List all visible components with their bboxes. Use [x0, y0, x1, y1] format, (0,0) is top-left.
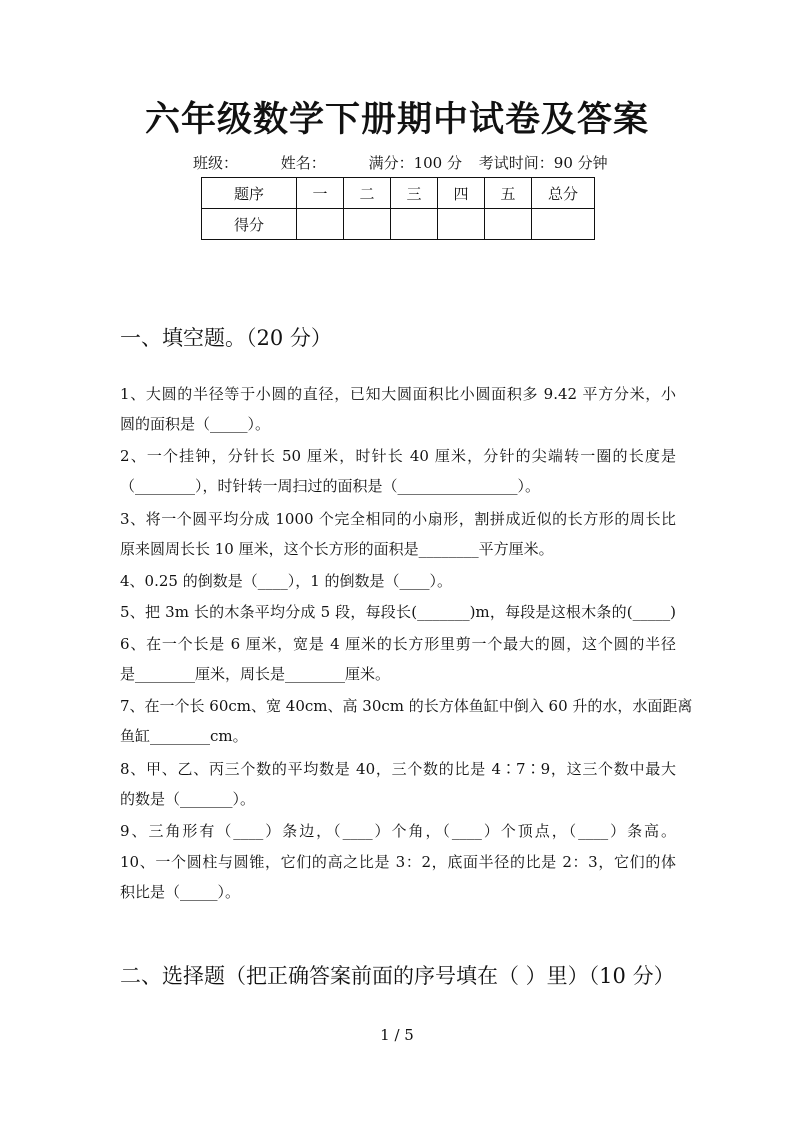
- score-blank-cell: [297, 209, 344, 240]
- question-3: [120, 504, 676, 564]
- score-blank-cell: [438, 209, 485, 240]
- question-5: [120, 597, 676, 627]
- score-blank-cell: [485, 209, 532, 240]
- score-table-header-row: [202, 178, 595, 209]
- exam-time-label: 考试时间：90 分钟: [478, 154, 608, 172]
- section-1-heading: 一、填空题。（20 分）: [120, 326, 332, 350]
- score-blank-cell: [391, 209, 438, 240]
- question-2: [120, 441, 676, 501]
- score-blank-cell: [532, 209, 595, 240]
- section-2-heading: 二、选择题（把正确答案前面的序号填在（ ）里）（10 分）: [120, 964, 675, 988]
- score-table: [201, 177, 595, 240]
- question-line: 3、将一个圆平均分成 1000 个完全相同的小扇形，割拼成近似的长方形的周长比: [120, 510, 676, 528]
- question-line: 7、在一个长 60cm、宽 40cm、高 30cm 的长方体鱼缸中倒入 60 升的水，水面距离: [120, 697, 693, 715]
- question-line: 8、甲、乙、丙三个数的平均数是 40，三个数的比是 4∶7∶9，这三个数中最大: [120, 760, 676, 778]
- score-blank-cell: [344, 209, 391, 240]
- question-line: 积比是（_____）。: [120, 883, 241, 901]
- question-4: [120, 566, 676, 596]
- full-score-label: 满分：100 分: [368, 154, 462, 172]
- question-1: [120, 379, 676, 439]
- question-line: 4、0.25 的倒数是（____），1 的倒数是（____）。: [120, 572, 453, 590]
- name-label: 姓名：: [280, 154, 326, 172]
- exam-meta-line: [193, 152, 608, 173]
- question-8: [120, 754, 676, 814]
- question-line: 9、三角形有（____）条边，（____）个角，（____）个顶点，（____）条高。: [120, 822, 676, 840]
- score-header-cell: 总分: [532, 178, 595, 209]
- question-line: 1、大圆的半径等于小圆的直径，已知大圆面积比小圆面积多 9.42 平方分米，小: [120, 385, 676, 403]
- score-table-score-row: [202, 209, 595, 240]
- page-title: 六年级数学下册期中试卷及答案: [144, 99, 649, 140]
- score-header-cell: 一: [297, 178, 344, 209]
- question-line: 鱼缸________cm。: [120, 727, 248, 745]
- question-7: [120, 691, 693, 751]
- question-10: [120, 847, 676, 907]
- question-line: 圆的面积是（_____）。: [120, 415, 271, 433]
- question-line: 2、一个挂钟，分针长 50 厘米，时针长 40 厘米，分针的尖端转一圈的长度是: [120, 447, 676, 465]
- score-header-cell: 二: [344, 178, 391, 209]
- question-9: [120, 816, 676, 846]
- page-indicator: 1 / 5: [380, 1026, 414, 1044]
- score-header-cell: 四: [438, 178, 485, 209]
- question-line: 10、一个圆柱与圆锥，它们的高之比是 3：2，底面半径的比是 2：3，它们的体: [120, 853, 676, 871]
- class-label: 班级：: [193, 154, 239, 172]
- question-line: （________），时针转一周扫过的面积是（________________）。: [120, 477, 541, 495]
- question-6: [120, 629, 676, 689]
- question-line: 5、把 3m 长的木条平均分成 5 段，每段长(_______)m，每段是这根木条的(_____): [120, 603, 676, 621]
- question-line: 是________厘米，周长是________厘米。: [120, 665, 391, 683]
- score-header-cell: 五: [485, 178, 532, 209]
- score-row-label: 得分: [202, 209, 297, 240]
- question-line: 6、在一个长是 6 厘米，宽是 4 厘米的长方形里剪一个最大的圆，这个圆的半径: [120, 635, 676, 653]
- score-header-cell: 三: [391, 178, 438, 209]
- question-line: 的数是（_______）。: [120, 790, 256, 808]
- question-line: 原来圆周长长 10 厘米，这个长方形的面积是________平方厘米。: [120, 540, 554, 558]
- score-header-cell: 题序: [202, 178, 297, 209]
